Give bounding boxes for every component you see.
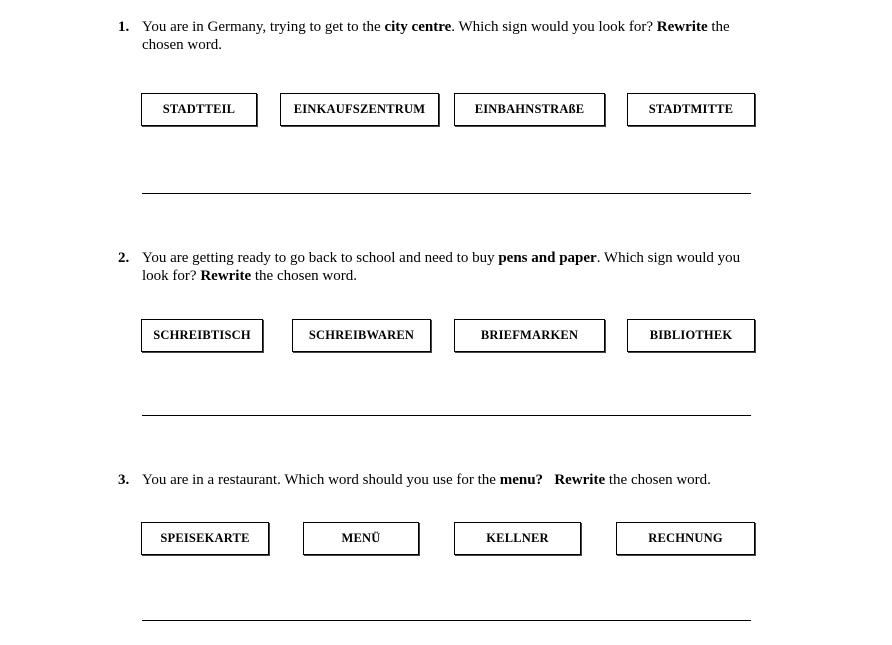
- question-text: You are in Germany, trying to get to the city centre. Which sign would you look for? Rewrite the chosen word.: [142, 19, 730, 53]
- option-kellner[interactable]: KELLNER: [454, 522, 581, 555]
- option-stadtteil[interactable]: STADTTEIL: [141, 93, 257, 126]
- option-briefmarken[interactable]: BRIEFMARKEN: [454, 319, 605, 352]
- option-einbahnstrasse[interactable]: EINBAHNSTRAßE: [454, 93, 605, 126]
- option-schreibtisch[interactable]: SCHREIBTISCH: [141, 319, 263, 352]
- question-number: 3.: [118, 472, 130, 488]
- option-bibliothek[interactable]: BIBLIOTHEK: [627, 319, 755, 352]
- question-number: 1.: [118, 19, 130, 35]
- answer-line[interactable]: [142, 620, 751, 621]
- option-rechnung[interactable]: RECHNUNG: [616, 522, 755, 555]
- question-text: You are getting ready to go back to school and need to buy pens and paper. Which sign would you look for? Rewrite the chosen word.: [142, 250, 741, 284]
- question-number: 2.: [118, 250, 130, 266]
- question-text: You are in a restaurant. Which word should you use for the menu? Rewrite the chosen word.: [142, 472, 711, 488]
- option-menue[interactable]: MENÜ: [303, 522, 419, 555]
- option-speisekarte[interactable]: SPEISEKARTE: [141, 522, 269, 555]
- option-schreibwaren[interactable]: SCHREIBWAREN: [292, 319, 431, 352]
- answer-line[interactable]: [142, 193, 751, 194]
- option-stadtmitte[interactable]: STADTMITTE: [627, 93, 755, 126]
- option-einkaufszentrum[interactable]: EINKAUFSZENTRUM: [280, 93, 439, 126]
- answer-line[interactable]: [142, 415, 751, 416]
